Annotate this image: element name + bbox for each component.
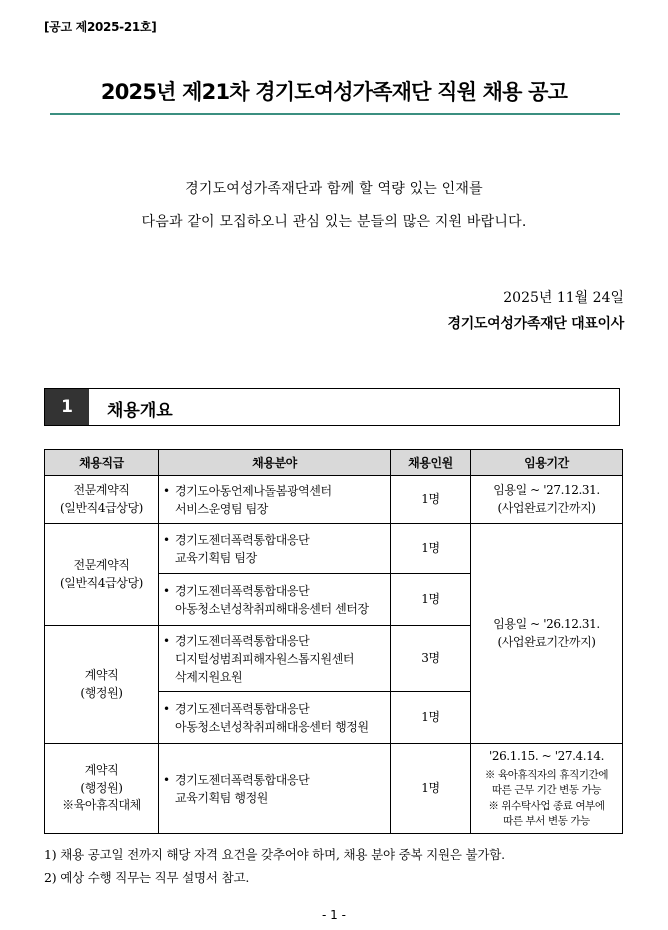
field-cell: [159, 692, 391, 744]
rank-cell: [45, 626, 159, 744]
period-range: 임용일 ~ '26.12.31.: [493, 617, 600, 632]
count-cell: 1명: [391, 476, 471, 524]
rank-grade: (일반직4급상당): [60, 575, 143, 590]
header-count: 채용인원: [391, 450, 471, 476]
field-org: 경기도젠더폭력통합대응단: [175, 701, 310, 716]
bullet: •: [163, 772, 170, 787]
rank-cell: [45, 744, 159, 834]
field-cell: [159, 476, 391, 524]
header-rank: 채용직급: [45, 450, 159, 476]
field-org: 경기도아동언제나돌봄광역센터: [175, 483, 332, 498]
section-title: 채용개요: [107, 401, 173, 421]
period-note: (사업완료기간까지): [497, 500, 596, 515]
header-field: 채용분야: [159, 450, 391, 476]
bullet: •: [163, 483, 170, 498]
period-note: 따른 부서 변동 가능: [503, 814, 590, 827]
field-org: 경기도젠더폭력통합대응단: [175, 583, 310, 598]
count-cell: 1명: [391, 524, 471, 574]
field-cell: [159, 524, 391, 574]
recruitment-table: [44, 449, 623, 834]
count-cell: 3명: [391, 626, 471, 692]
field-cell: [159, 626, 391, 692]
field-team: 교육기획팀 행정원: [175, 790, 268, 805]
period-range: 임용일 ~ '27.12.31.: [493, 483, 600, 498]
rank-note: ※육아휴직대체: [62, 798, 141, 813]
field-cell: [159, 574, 391, 626]
field-team: 교육기획팀 팀장: [175, 550, 257, 565]
signer: 경기도여성가족재단 대표이사: [447, 316, 624, 332]
header-period: 임용기간: [471, 450, 623, 476]
page-title: 2025년 제21차 경기도여성가족재단 직원 채용 공고: [100, 80, 568, 104]
rank-text: 계약직: [84, 763, 119, 778]
table-row: [45, 524, 623, 574]
field-org: 경기도젠더폭력통합대응단: [175, 772, 310, 787]
notice-number: [공고 제2025-21호]: [44, 20, 157, 34]
title-underline: [50, 113, 620, 115]
count-cell: 1명: [391, 574, 471, 626]
field-org: 경기도젠더폭력통합대응단: [175, 532, 310, 547]
period-note: 따른 근무 기간 변동 가능: [491, 784, 602, 797]
table-header-row: [45, 450, 623, 476]
field-team: 서비스운영팀 팀장: [175, 501, 268, 516]
page-number: - 1 -: [322, 908, 346, 922]
count-cell: 1명: [391, 744, 471, 834]
bullet: •: [163, 532, 170, 547]
rank-grade: (행정원): [80, 780, 123, 795]
rank-text: 계약직: [84, 668, 119, 683]
period-cell: [471, 524, 623, 744]
rank-cell: [45, 524, 159, 626]
bullet: •: [163, 633, 170, 648]
rank-grade: (행정원): [80, 685, 123, 700]
rank-cell: [45, 476, 159, 524]
field-team: 아동청소년성착취피해대응센터 행정원: [175, 719, 369, 734]
announcement-date: 2025년 11월 24일: [503, 290, 624, 306]
period-note: ※ 육아휴직자의 휴직기간에: [484, 769, 609, 782]
field-org: 경기도젠더폭력통합대응단: [175, 633, 310, 648]
field-role: 삭제지원요원: [175, 669, 243, 684]
period-cell: [471, 744, 623, 834]
period-cell: [471, 476, 623, 524]
footnotes: [44, 843, 505, 889]
period-range: '26.1.15. ~ '27.4.14.: [488, 748, 605, 763]
intro-line-2: 다음과 같이 모집하오니 관심 있는 분들의 많은 지원 바랍니다.: [141, 214, 527, 230]
bullet: •: [163, 583, 170, 598]
table-row: [45, 476, 623, 524]
bullet: •: [163, 701, 170, 716]
section-header: [44, 388, 620, 426]
footnote-1: 1) 채용 공고일 전까지 해당 자격 요건을 갖추어야 하며, 채용 분야 중복 지원은 불가함.: [44, 847, 505, 862]
field-team: 아동청소년성착취피해대응센터 센터장: [175, 601, 369, 616]
rank-grade: (일반직4급상당): [60, 500, 143, 515]
table-row: [45, 744, 623, 834]
rank-text: 전문계약직: [73, 483, 130, 498]
period-note: (사업완료기간까지): [497, 634, 596, 649]
period-note: ※ 위수탁사업 종료 여부에: [488, 799, 605, 812]
rank-text: 전문계약직: [73, 558, 130, 573]
field-cell: [159, 744, 391, 834]
footnote-2: 2) 예상 수행 직무는 직무 설명서 참고.: [44, 870, 250, 885]
section-number: 1: [45, 389, 89, 425]
intro-line-1: 경기도여성가족재단과 함께 할 역량 있는 인재를: [185, 181, 483, 197]
count-cell: 1명: [391, 692, 471, 744]
field-team: 디지털성범죄피해자원스톱지원센터: [175, 651, 355, 666]
